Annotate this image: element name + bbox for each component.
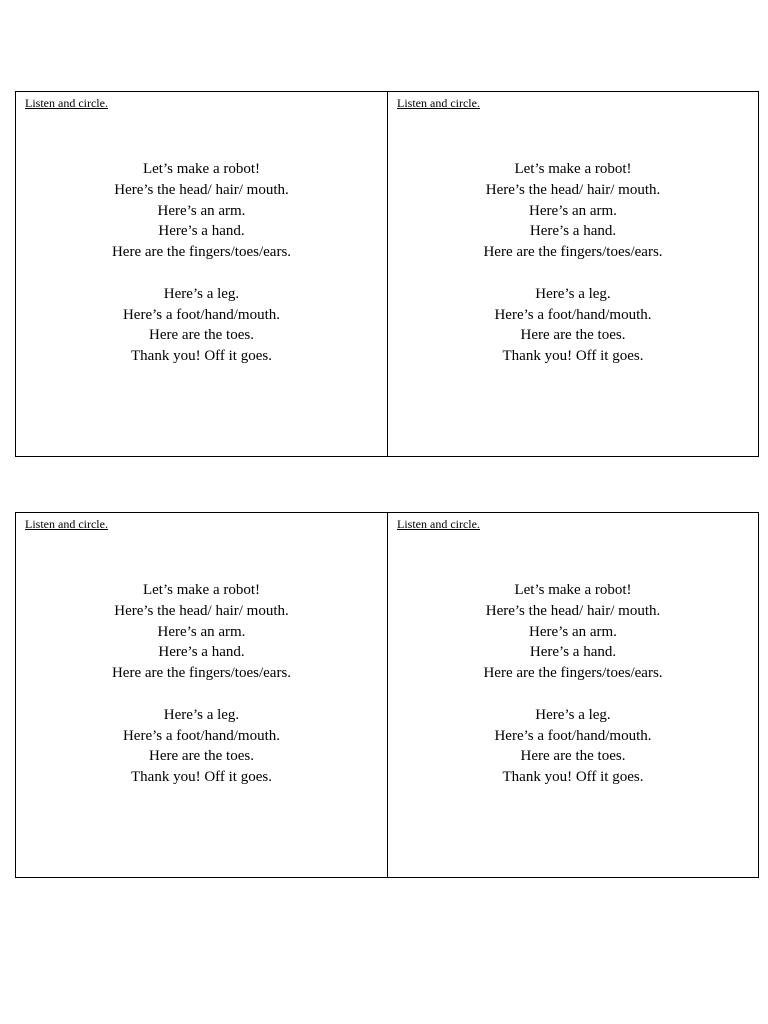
verse-line: Thank you! Off it goes. — [502, 348, 644, 365]
verse-line: Here’s an arm. — [157, 202, 246, 219]
song-verse — [388, 159, 758, 367]
verse-line: Here’s a hand. — [529, 223, 617, 240]
verse-line: Here’s a foot/hand/mouth. — [494, 306, 652, 323]
verse-line: Here are the fingers/toes/ears. — [483, 665, 663, 682]
verse-line: Here’s a leg. — [535, 706, 611, 723]
verse-line: Thank you! Off it goes. — [502, 769, 644, 786]
verse-line: Here’s a foot/hand/mouth. — [122, 727, 281, 744]
stanza-gap — [388, 263, 758, 284]
verse-line: Let’s make a robot! — [142, 582, 261, 598]
verse-line: Here are the toes. — [520, 748, 626, 765]
verse-line: Thank you! Off it goes. — [131, 769, 272, 786]
verse-line: Here’s the head/ hair/ mouth. — [485, 181, 661, 198]
verse-line: Here are the fingers/toes/ears. — [111, 244, 292, 261]
worksheet-card — [16, 92, 387, 456]
stanza-gap — [388, 684, 758, 705]
verse-line: Here’s a hand. — [529, 644, 617, 661]
verse-line: Here’s a hand. — [158, 223, 245, 240]
song-verse — [16, 159, 387, 367]
verse-line: Let’s make a robot! — [142, 161, 261, 177]
instruction-label: Listen and circle. — [25, 517, 108, 531]
verse-line: Here are the toes. — [149, 327, 254, 344]
verse-line: Here’s the head/ hair/ mouth. — [114, 181, 289, 198]
stanza-gap — [16, 684, 387, 705]
stanza-gap — [16, 263, 387, 284]
verse-line: Here are the fingers/toes/ears. — [111, 665, 292, 682]
instruction-label: Listen and circle. — [397, 517, 480, 531]
verse-line: Here’s a foot/hand/mouth. — [494, 727, 652, 744]
song-verse — [388, 580, 758, 788]
worksheet-card — [387, 513, 758, 877]
song-verse — [16, 580, 387, 788]
verse-line: Here’s a hand. — [158, 644, 245, 661]
verse-line: Let’s make a robot! — [514, 161, 632, 177]
instruction-label: Listen and circle. — [397, 96, 480, 110]
verse-line: Here are the fingers/toes/ears. — [483, 244, 663, 261]
verse-line: Here’s an arm. — [157, 623, 246, 640]
verse-line: Here’s an arm. — [529, 202, 617, 219]
instruction-label: Listen and circle. — [25, 96, 108, 110]
verse-line: Here’s the head/ hair/ mouth. — [114, 602, 289, 619]
worksheet-card — [16, 513, 387, 877]
verse-line: Here are the toes. — [520, 327, 626, 344]
verse-line: Here’s a leg. — [163, 285, 240, 302]
worksheet-table-top — [15, 91, 759, 457]
verse-line: Here are the toes. — [149, 748, 254, 765]
worksheet-table-bottom — [15, 512, 759, 878]
verse-line: Let’s make a robot! — [514, 582, 632, 598]
verse-line: Here’s a leg. — [163, 706, 240, 723]
worksheet-card — [387, 92, 758, 456]
verse-line: Here’s a foot/hand/mouth. — [122, 306, 281, 323]
verse-line: Here’s a leg. — [535, 285, 611, 302]
verse-line: Thank you! Off it goes. — [131, 348, 272, 365]
verse-line: Here’s an arm. — [529, 623, 617, 640]
verse-line: Here’s the head/ hair/ mouth. — [485, 602, 661, 619]
